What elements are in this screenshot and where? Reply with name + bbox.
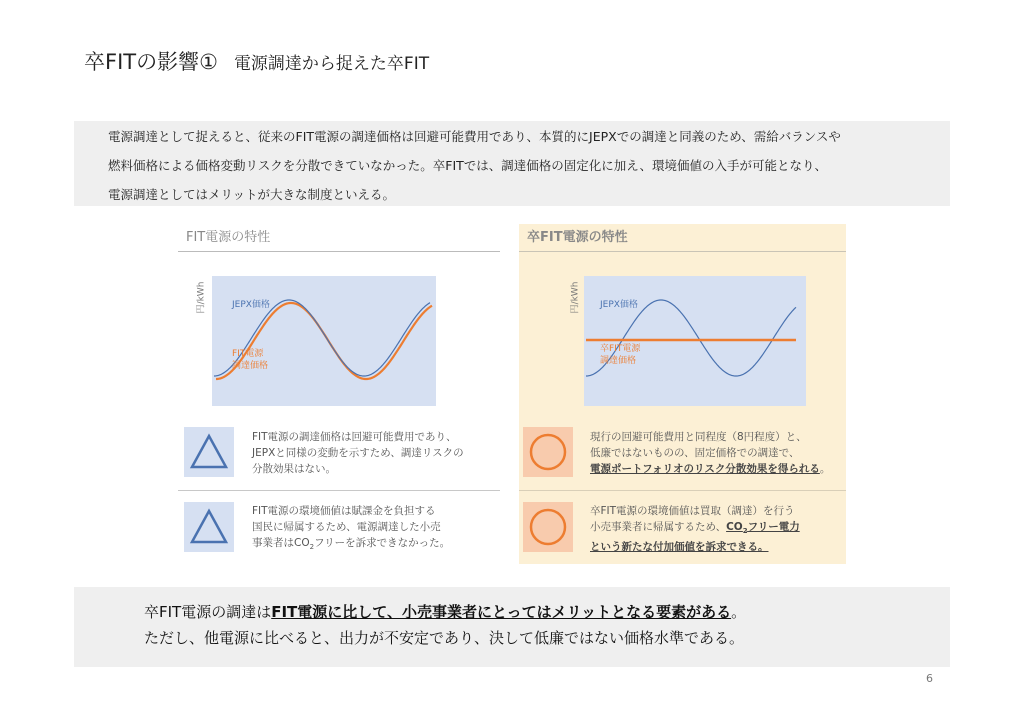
page-title-sub: 電源調達から捉えた卒FIT [233, 54, 430, 74]
fit-chart [212, 276, 436, 406]
conclusion-line-1-a: 卒FIT電源の調達は [144, 603, 272, 621]
sotsu-fit-desc-2-line-2-text: 小売事業者に帰属するため、 [590, 521, 727, 533]
fit-desc-1-line-2: JEPXと同様の変動を示すため、調達リスクの [252, 447, 464, 459]
triangle-icon [184, 427, 234, 477]
fit-desc-1-line-3: 分散効果はない。 [252, 463, 336, 475]
fit-desc-2-line-3-rest: フリーを訴求できなかった。 [314, 537, 451, 549]
fit-desc-1-line-1: FIT電源の調達価格は回避可能費用であり、 [252, 431, 457, 443]
circle-icon [523, 502, 573, 552]
co2-subscript: 2 [309, 543, 315, 552]
fit-desc-2-line-2: 国民に帰属するため、電源調達した小売 [252, 521, 441, 533]
sotsu-fit-desc-1-line-1: 現行の回避可能費用と同程度（8円程度）と、 [590, 431, 807, 443]
co2-text: CO [726, 521, 743, 533]
co2-free-power-text: フリー電力 [747, 521, 800, 533]
sotsu-fit-desc-1 [590, 429, 830, 477]
page-title-main: 卒FITの影響① [84, 50, 218, 74]
triangle-icon [184, 502, 234, 552]
fit-rating-2 [184, 502, 234, 552]
fit-chart-ylabel: 円/kWh [196, 281, 207, 314]
sotsu-fit-jepx-label: JEPX価格 [600, 300, 638, 310]
sotsu-fit-desc-2-co2-emphasis [726, 521, 800, 536]
sotsu-fit-desc-2-line-1: 卒FIT電源の環境価値は買取（調達）を行う [590, 505, 795, 517]
conclusion-box [74, 587, 950, 667]
page-title [84, 46, 429, 76]
conclusion-line-1-period: 。 [731, 603, 747, 621]
sotsu-fit-desc-2-line-2 [590, 519, 800, 539]
fit-desc-2-line-3 [252, 535, 450, 555]
fit-heading: FIT電源の特性 [178, 224, 500, 252]
sotsu-fit-desc-2 [590, 503, 800, 555]
fit-price-label-1: FIT電源 [232, 349, 264, 359]
fit-desc-2 [252, 503, 450, 555]
sotsu-fit-divider [519, 490, 846, 491]
conclusion-line-2: ただし、他電源に比べると、出力が不安定であり、決して低廉ではない価格水準である。 [144, 629, 745, 647]
page-number: 6 [926, 672, 933, 685]
sotsu-fit-chart [584, 276, 806, 406]
co2-subscript: 2 [742, 527, 748, 536]
sotsu-fit-price-label-2: 調達価格 [600, 356, 637, 366]
fit-divider [178, 490, 500, 491]
circle-icon [523, 427, 573, 477]
sotsu-fit-desc-1-line-2: 低廉ではないものの、固定価格での調達で、 [590, 447, 800, 459]
sotsu-fit-desc-1-emphasis: 電源ポートフォリオのリスク分散効果を得られる [590, 463, 820, 475]
co2-text: 事業者はCO [252, 537, 310, 549]
intro-line-1: 電源調達として捉えると、従来のFIT電源の調達価格は回避可能費用であり、本質的にJEPXでの調達と同義のため、需給バランスや [108, 129, 841, 144]
sotsu-fit-desc-1-line-3 [590, 461, 830, 477]
intro-line-3: 電源調達としてはメリットが大きな制度といえる。 [108, 187, 396, 202]
fit-desc-2-line-1: FIT電源の環境価値は賦課金を負担する [252, 505, 436, 517]
conclusion-emphasis: FIT電源に比して、小売事業者にとってはメリットとなる要素がある [271, 603, 732, 621]
sotsu-fit-heading: 卒FIT電源の特性 [519, 224, 846, 252]
sotsu-fit-price-label-1: 卒FIT電源 [600, 344, 641, 354]
sotsu-fit-chart-ylabel: 円/kWh [570, 281, 581, 314]
sotsu-fit-rating-1 [523, 427, 573, 477]
intro-line-2: 燃料価格による価格変動リスクを分散できていなかった。卒FITでは、調達価格の固定化に加え、環境価値の入手が可能となり、 [108, 158, 828, 173]
fit-price-label-2: 調達価格 [232, 361, 269, 371]
intro-box [74, 121, 950, 206]
fit-rating-1 [184, 427, 234, 477]
sotsu-fit-desc-1-period: 。 [819, 463, 831, 475]
fit-desc-1 [252, 429, 464, 477]
conclusion-line-1 [144, 601, 746, 622]
fit-jepx-label: JEPX価格 [232, 300, 270, 310]
sotsu-fit-rating-2 [523, 502, 573, 552]
sotsu-fit-desc-2-line-3: という新たな付加価値を訴求できる。 [590, 541, 769, 554]
